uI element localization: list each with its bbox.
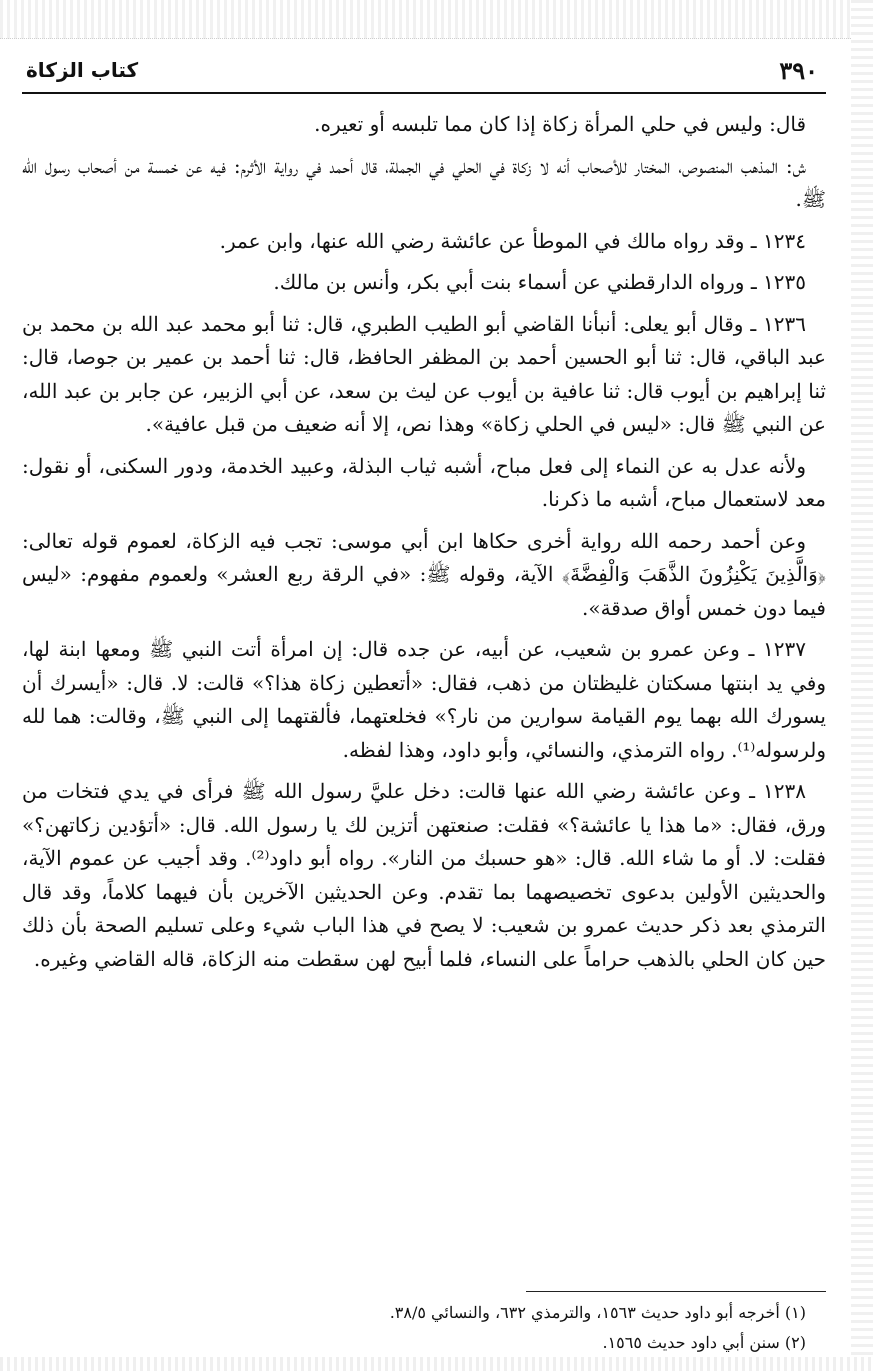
- paragraph: ١٢٣٧ ـ وعن عمرو بن شعيب، عن أبيه، عن جده قال: إن امرأة أتت النبي ﷺ ومعها ابنة لها، وفي يد ابنتها مسكتان غليظتان من ذهب، فقال: «أتعطين زكاة هذا؟» قالت: لا. قال: «أيسرك أن يسورك الله بهما يوم القيامة سوارين من نار؟» فخلعتهما، فألقتهما إلى النبي ﷺ، وقالت: هما لله ولرسوله⁽¹⁾. رواه الترمذي، والنسائي، وأبو داود، وهذا لفظه.: [22, 637, 826, 762]
- paragraph: ولأنه عدل به عن النماء إلى فعل مباح، أشبه ثياب البذلة، وعبيد الخدمة، ودور السكنى، أو نقول: معد لاستعمال مباح، أشبه ما ذكرنا.: [22, 453, 826, 511]
- scan-right-edge: [851, 0, 873, 1371]
- footnote-rule: [526, 1291, 826, 1292]
- scan-top-edge: [0, 0, 873, 39]
- book-page: [22, 50, 826, 1360]
- paragraph: ١٢٣٨ ـ وعن عائشة رضي الله عنها قالت: دخل عليَّ رسول الله ﷺ فرأى في يدي فتخات من ورق، فقال: «ما هذا يا عائشة؟» فقلت: صنعتهن أتزين لك يا رسول الله. قال: «أتؤدين زكاتهن؟» فقلت: لا. أو ما شاء الله. قال: «هو حسبك من النار». رواه أبو داود⁽²⁾. وقد أجيب عن عموم الآية، والحديثين الأولين بدعوى تخصيصهما بما تقدم. وعن الحديثين الآخرين بأن فيهما كلاماً، وقد قال الترمذي بعد ذكر حديث عمرو بن شعيب: لا يصح في هذا الباب شيء وعلى تسليم الصحة بأن ذلك حين كان الحلي بالذهب حراماً على النساء، فلما أبيح لهن سقطت منه الزكاة، قاله القاضي وغيره.: [22, 779, 826, 971]
- paragraph: قال: وليس في حلي المرأة زكاة إذا كان مما تلبسه أو تعيره.: [314, 112, 806, 136]
- paragraph: ش: المذهب المنصوص، المختار للأصحاب أنه لا زكاة في الحلي في الجملة، قال أحمد في رواية الأثرم: فيه عن خمسة من أصحاب رسول الله ﷺ.: [22, 153, 826, 211]
- paragraph: وعن أحمد رحمه الله رواية أخرى حكاها ابن أبي موسى: تجب فيه الزكاة، لعموم قوله تعالى: ﴿وَالَّذِينَ يَكْنِزُونَ الذَّهَبَ وَالْفِضَّةَ﴾ الآية، وقوله ﷺ: «في الرقة ربع العشر» ولعموم مفهوم: «ليس فيما دون خمس أواق صدقة».: [22, 528, 826, 620]
- running-header: [22, 50, 826, 94]
- paragraph: ١٢٣٤ ـ وقد رواه مالك في الموطأ عن عائشة رضي الله عنها، وابن عمر.: [219, 228, 806, 253]
- paragraph: ١٢٣٥ ـ ورواه الدارقطني عن أسماء بنت أبي بكر، وأنس بن مالك.: [273, 270, 806, 294]
- book-title: كتاب الزكاة: [26, 58, 139, 82]
- footnote: (١) أخرجه أبو داود حديث ١٥٦٣، والترمذي ٦٣٢، والنسائي ٣٨/٥.: [389, 1303, 806, 1322]
- footnotes: [22, 1291, 826, 1360]
- body-text: [22, 94, 826, 976]
- footnote: (٢) سنن أبي داود حديث ١٥٦٥.: [602, 1333, 806, 1352]
- page-number: ٣٩٠: [779, 56, 818, 85]
- paragraph: ١٢٣٦ ـ وقال أبو يعلى: أنبأنا القاضي أبو الطيب الطبري، قال: ثنا أبو محمد عبد الله بن محمد بن عبد الباقي، قال: ثنا أبو الحسين أحمد بن المظفر الحافظ، قال: ثنا أحمد بن عمير بن جوصا، قال: ثنا إبراهيم بن أيوب قال: ثنا عافية بن أيوب عن ليث بن سعد، عن أبي الزبير، عن جابر بن عبد الله، عن النبي ﷺ قال: «ليس في الحلي زكاة» وهذا نص، إلا أنه ضعيف من قبل عافية».: [22, 311, 826, 436]
